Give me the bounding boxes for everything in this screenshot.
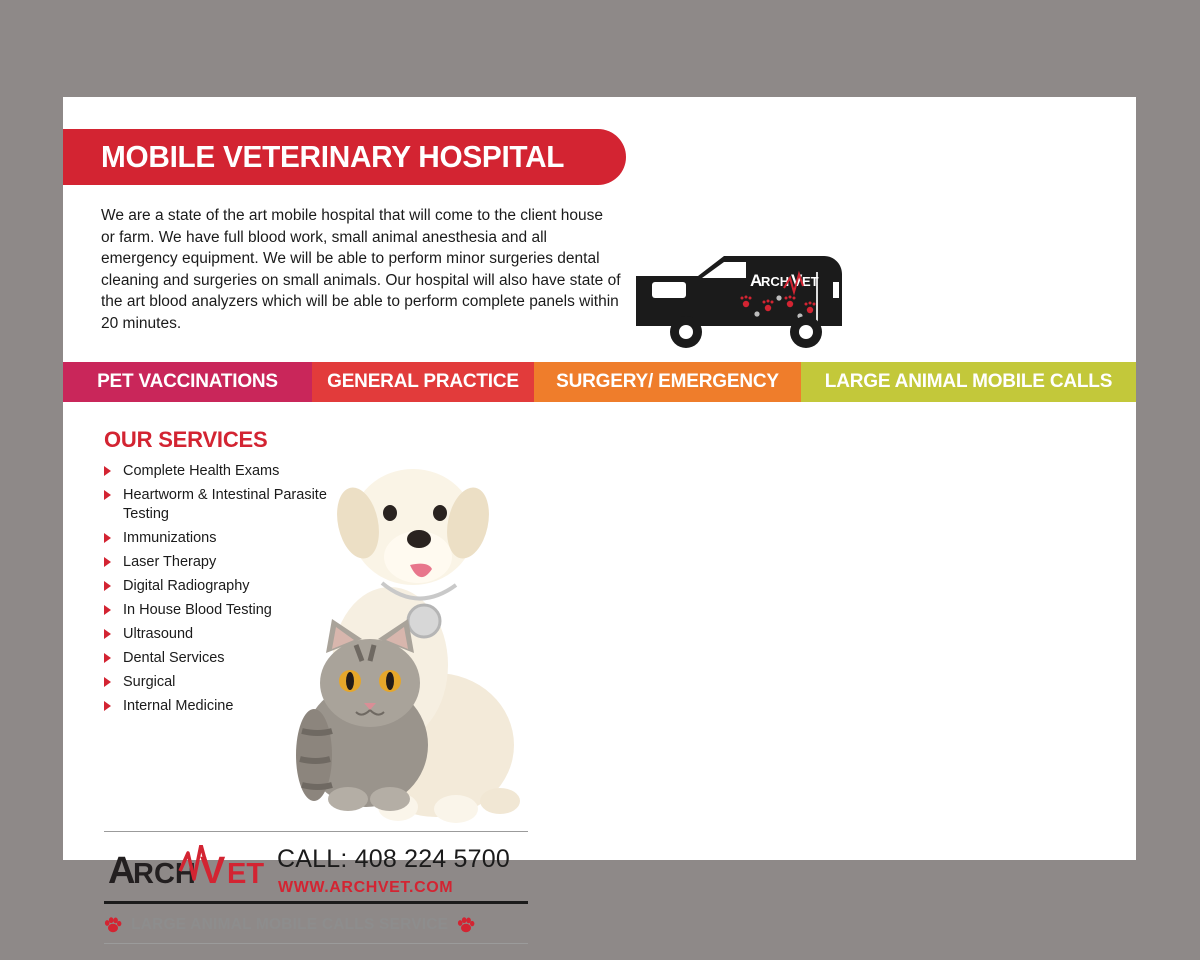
svg-text:A: A bbox=[108, 850, 136, 892]
svg-text:A: A bbox=[750, 271, 763, 290]
category-surgery-emergency[interactable]: SURGERY/ EMERGENCY bbox=[534, 362, 801, 402]
triangle-bullet-icon bbox=[104, 490, 111, 500]
triangle-bullet-icon bbox=[104, 533, 111, 543]
services-heading: OUR SERVICES bbox=[104, 427, 268, 452]
divider-bottom bbox=[104, 943, 528, 944]
archvet-logo bbox=[108, 845, 288, 893]
service-label: Immunizations bbox=[123, 530, 217, 546]
service-label: Surgical bbox=[123, 674, 176, 690]
service-label: Dental Services bbox=[123, 650, 225, 666]
large-animal-service-note bbox=[104, 911, 544, 939]
svg-text:ET: ET bbox=[227, 858, 265, 890]
triangle-bullet-icon bbox=[104, 605, 111, 615]
triangle-bullet-icon bbox=[104, 581, 111, 591]
flyer-page bbox=[63, 97, 1136, 933]
svg-text:RCH: RCH bbox=[761, 274, 790, 289]
triangle-bullet-icon bbox=[104, 466, 111, 476]
pets-photo bbox=[278, 415, 558, 827]
dog-and-cat-illustration bbox=[278, 415, 558, 827]
category-pet-vaccinations[interactable]: PET VACCINATIONS bbox=[63, 362, 312, 402]
paw-icon bbox=[104, 916, 122, 934]
triangle-bullet-icon bbox=[104, 653, 111, 663]
svg-text:RCH: RCH bbox=[133, 858, 196, 890]
category-general-practice[interactable]: GENERAL PRACTICE bbox=[312, 362, 534, 402]
svg-text:V: V bbox=[791, 271, 803, 290]
triangle-bullet-icon bbox=[104, 677, 111, 687]
page-title: MOBILE VETERINARY HOSPITAL bbox=[101, 139, 565, 174]
large-animal-label: LARGE ANIMAL MOBILE CALLS SERVICE bbox=[131, 916, 449, 933]
divider-middle bbox=[104, 901, 528, 904]
category-strip bbox=[63, 362, 1136, 402]
paw-icon bbox=[457, 916, 475, 934]
triangle-bullet-icon bbox=[104, 557, 111, 567]
triangle-bullet-icon bbox=[104, 629, 111, 639]
header-banner bbox=[63, 129, 626, 185]
service-label: Complete Health Exams bbox=[123, 463, 280, 479]
category-large-animal-mobile-calls[interactable]: LARGE ANIMAL MOBILE CALLS bbox=[801, 362, 1136, 402]
mobile-van-illustration bbox=[628, 242, 878, 362]
service-label: Internal Medicine bbox=[123, 698, 234, 714]
archvet-logo-icon bbox=[108, 845, 288, 893]
service-label: Heartworm & Intestinal Parasite Testing bbox=[123, 487, 327, 522]
service-label: Ultrasound bbox=[123, 626, 194, 642]
service-label: In House Blood Testing bbox=[123, 602, 272, 618]
svg-text:V: V bbox=[200, 850, 226, 892]
triangle-bullet-icon bbox=[104, 701, 111, 711]
svg-text:ET: ET bbox=[802, 274, 819, 289]
website-link[interactable]: WWW.ARCHVET.COM bbox=[278, 879, 454, 896]
service-label: Digital Radiography bbox=[123, 578, 250, 594]
service-label: Laser Therapy bbox=[123, 554, 217, 570]
phone-number[interactable]: CALL: 408 224 5700 bbox=[277, 845, 510, 873]
divider-top bbox=[104, 831, 528, 832]
van-icon bbox=[628, 242, 878, 362]
intro-paragraph: We are a state of the art mobile hospital that will come to the client house or farm. We have full blood work, small animal anesthesia and all emergency equipment. We will be able to perform minor surgeries dental cleaning and surgeries on small animals. Our hospital will also have state of the art blood analyzers which will be able to perform complete panels within 20 minutes. bbox=[101, 207, 621, 332]
